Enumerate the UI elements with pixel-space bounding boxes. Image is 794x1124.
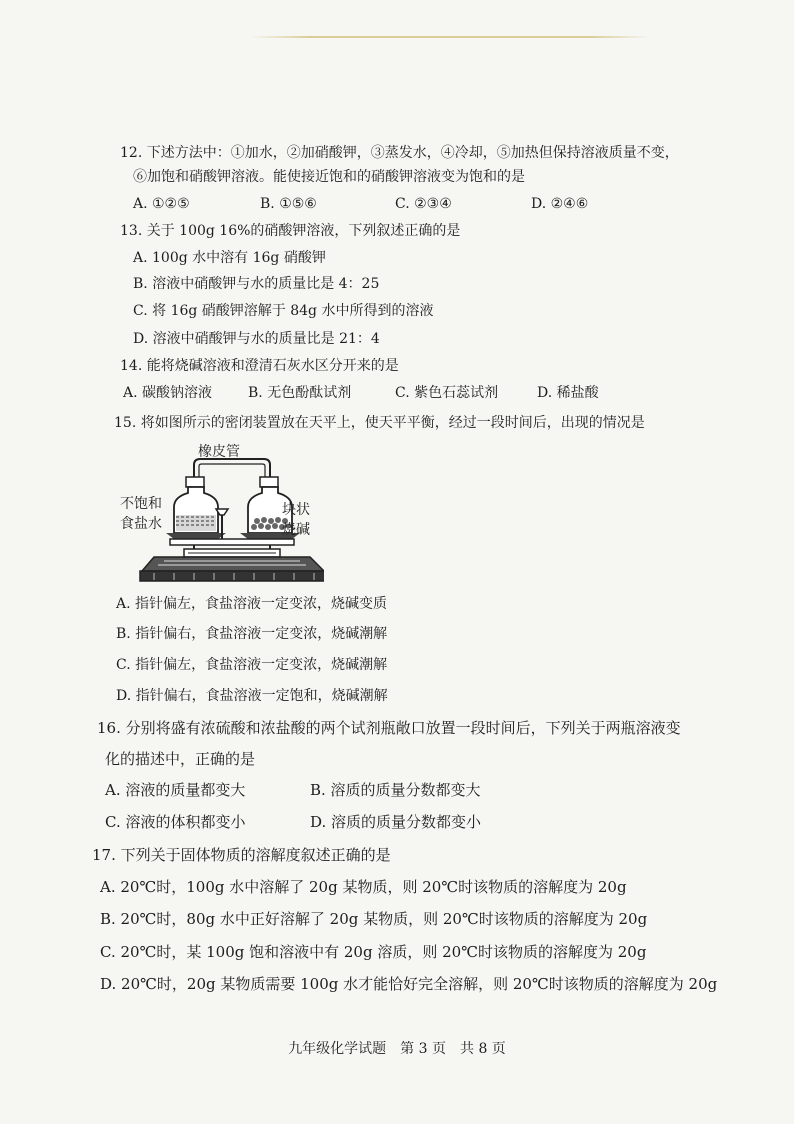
balance-apparatus-figure	[114, 439, 324, 587]
caustic-soda-label: 烧碱	[282, 522, 310, 538]
q14-option-d: D. 稀盐酸	[537, 385, 599, 401]
q16-option-d: D. 溶质的质量分数都变小	[310, 813, 482, 831]
q13-option-c: C. 将 16g 硝酸钾溶解于 84g 水中所得到的溶液	[133, 303, 434, 319]
q17-option-d: D. 20℃时，20g 某物质需要 100g 水才能恰好完全溶解，则 20℃时该物质的溶解度为 20g	[100, 975, 718, 993]
rubber-tube-label: 橡皮管	[198, 444, 240, 460]
q17-option-a: A. 20℃时，100g 水中溶解了 20g 某物质，则 20℃时该物质的溶解度为 20g	[100, 878, 627, 896]
q13-option-d: D. 溶液中硝酸钾与水的质量比是 21：4	[133, 331, 380, 347]
q13-option-b: B. 溶液中硝酸钾与水的质量比是 4：25	[133, 276, 380, 292]
q12-option-b: B. ①⑤⑥	[260, 196, 317, 212]
q15-stem: 15. 将如图所示的密闭装置放在天平上，使天平平衡，经过一段时间后，出现的情况是	[114, 415, 645, 431]
page-footer: 九年级化学试题 第 3 页 共 8 页	[288, 1041, 506, 1057]
q15-option-d: D. 指针偏右，食盐溶液一定饱和，烧碱潮解	[116, 688, 388, 704]
q17-option-c: C. 20℃时，某 100g 饱和溶液中有 20g 溶质，则 20℃时该物质的溶解度为 20g	[100, 943, 647, 961]
q14-option-a: A. 碳酸钠溶液	[123, 385, 213, 401]
q14-option-c: C. 紫色石蕊试剂	[395, 385, 499, 401]
unsaturated-label: 不饱和	[120, 496, 162, 512]
q12-option-c: C. ②③④	[395, 196, 452, 212]
q12-option-d: D. ②④⑥	[531, 196, 589, 212]
q12-option-a: A. ①②⑤	[133, 196, 190, 212]
q13-option-a: A. 100g 水中溶有 16g 硝酸钾	[133, 250, 326, 266]
q16-line-2: 化的描述中，正确的是	[105, 750, 256, 768]
q12-line-1: 12. 下述方法中：①加水，②加硝酸钾，③蒸发水，④冷却，⑤加热但保持溶液质量不变，	[120, 145, 679, 161]
block-label: 块状	[282, 502, 310, 518]
q14-stem: 14. 能将烧碱溶液和澄清石灰水区分开来的是	[120, 358, 399, 374]
q12-line-2: ⑥加饱和硝酸钾溶液。能使接近饱和的硝酸钾溶液变为饱和的是	[133, 169, 525, 185]
q15-option-c: C. 指针偏左，食盐溶液一定变浓，烧碱潮解	[116, 657, 388, 673]
salt-water-label: 食盐水	[120, 516, 162, 532]
q16-option-a: A. 溶液的质量都变大	[105, 781, 246, 799]
q16-option-c: C. 溶液的体积都变小	[105, 813, 246, 831]
q15-option-a: A. 指针偏左，食盐溶液一定变浓，烧碱变质	[116, 596, 388, 612]
q16-line-1: 16. 分别将盛有浓硫酸和浓盐酸的两个试剂瓶敞口放置一段时间后，下列关于两瓶溶液变	[97, 719, 681, 737]
q17-stem: 17. 下列关于固体物质的溶解度叙述正确的是	[92, 846, 391, 864]
q17-option-b: B. 20℃时，80g 水中正好溶解了 20g 某物质，则 20℃时该物质的溶解度为 20g	[100, 910, 648, 928]
q15-option-b: B. 指针偏右，食盐溶液一定变浓，烧碱潮解	[116, 626, 388, 642]
top-rule	[250, 36, 650, 38]
q16-option-b: B. 溶质的质量分数都变大	[310, 781, 481, 799]
q13-stem: 13. 关于 100g 16%的硝酸钾溶液，下列叙述正确的是	[120, 223, 461, 239]
q14-option-b: B. 无色酚酞试剂	[248, 385, 352, 401]
